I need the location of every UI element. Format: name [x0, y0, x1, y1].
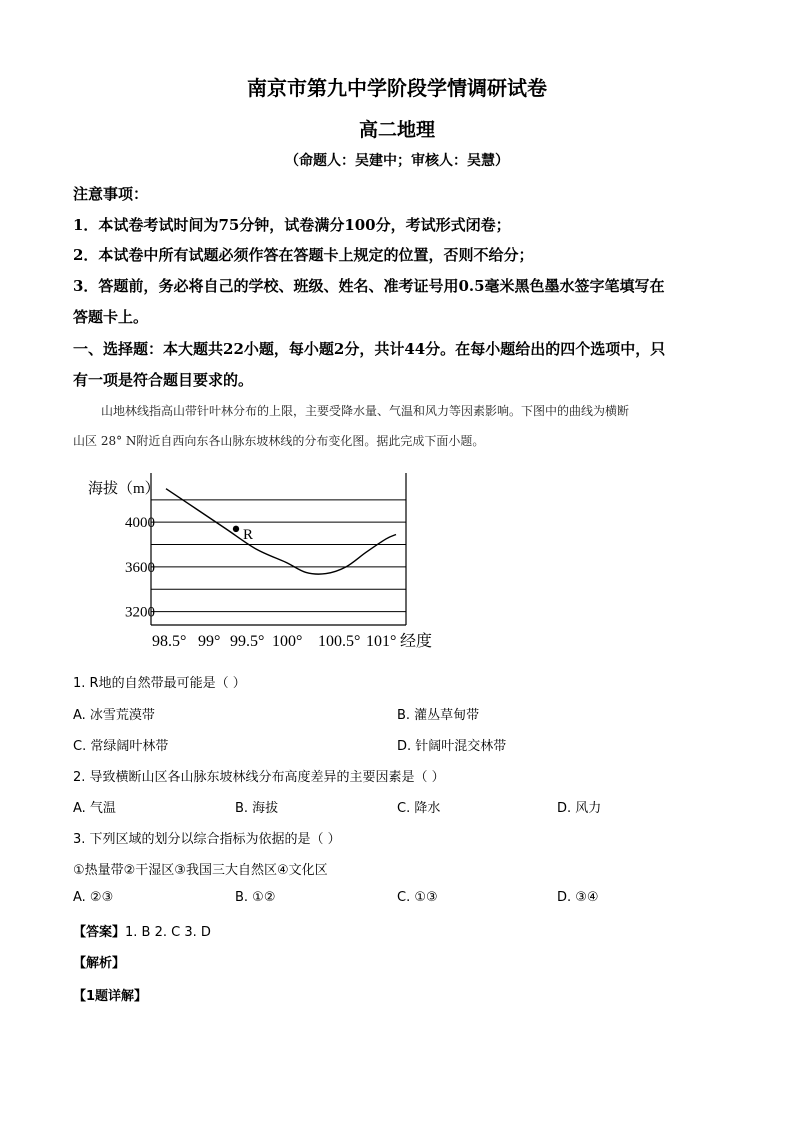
q3-option-b[interactable]: B. ①②: [235, 890, 276, 905]
y-tick-label: 4000: [125, 515, 155, 532]
question-2-stem: 2. 导致横断山区各山脉东坡林线分布高度差异的主要因素是（ ）: [73, 770, 445, 785]
note-item: 2．本试卷中所有试题必须作答在答题卡上规定的位置，否则不给分；: [73, 246, 534, 264]
y-tick-label: 3600: [125, 559, 155, 576]
q3-option-d[interactable]: D. ③④: [557, 890, 599, 905]
note-item: 3．答题前，务必将自己的学校、班级、姓名、准考证号用0.5毫米黑色墨水签字笔填写在: [73, 277, 665, 295]
passage-line: 山地林线指高山带针叶林分布的上限，主要受降水量、气温和风力等因素影响。下图中的曲线为横断: [101, 404, 630, 418]
section-heading-cont: 有一项是符合题目要求的。: [73, 371, 254, 389]
x-axis-label: 经度: [400, 633, 433, 650]
note-item: 答题卡上。: [73, 308, 149, 326]
question-1-stem: 1. R地的自然带最可能是（ ）: [73, 676, 246, 691]
y-tick-label: 3200: [125, 604, 155, 621]
x-tick-label: 100°: [272, 633, 303, 650]
point-r: [233, 526, 239, 532]
x-tick-label: 98.5°: [152, 633, 187, 650]
passage-line: 山区 28° N附近自西向东各山脉东坡林线的分布变化图。据此完成下面小题。: [73, 434, 485, 448]
answer-value: 1. B 2. C 3. D: [125, 925, 211, 940]
q2-option-a[interactable]: A. 气温: [73, 801, 116, 816]
subject-title: 高二地理: [358, 119, 435, 141]
x-tick-label: 101°: [366, 633, 397, 650]
y-axis-label: 海拔（m）: [88, 481, 160, 497]
q3-option-a[interactable]: A. ②③: [73, 890, 114, 905]
answer-label: 【答案】: [73, 925, 126, 940]
x-tick-label: 100.5°: [318, 633, 361, 650]
exam-title: 南京市第九中学阶段学情调研试卷: [247, 76, 547, 100]
q1-option-a[interactable]: A. 冰雪荒漠带: [73, 708, 155, 723]
question-3-sub: ①热量带②干湿区③我国三大自然区④文化区: [73, 863, 328, 878]
x-tick-label: 99°: [198, 633, 221, 650]
answer-line: [73, 921, 211, 940]
x-tick-label: 99.5°: [230, 633, 265, 650]
section-heading: 一、选择题：本大题共22小题，每小题2分，共计44分。在每小题给出的四个选项中，只: [73, 340, 666, 358]
authors-line: （命题人：吴建中；审核人：吴慧）: [285, 153, 509, 169]
note-item: 1．本试卷考试时间为75分钟，试卷满分100分，考试形式闭卷；: [73, 216, 511, 234]
q3-option-c[interactable]: C. ①③: [397, 890, 438, 905]
q2-option-c[interactable]: C. 降水: [397, 801, 441, 816]
analysis-label: 【解析】: [73, 956, 126, 971]
q1-option-c[interactable]: C. 常绿阔叶林带: [73, 739, 169, 754]
point-r-label: R: [243, 526, 254, 543]
q2-option-b[interactable]: B. 海拔: [235, 801, 279, 816]
detail-label: 【1题详解】: [73, 989, 148, 1004]
q1-option-d[interactable]: D. 针阔叶混交林带: [397, 739, 507, 754]
question-3-stem: 3. 下列区域的划分以综合指标为依据的是（ ）: [73, 832, 341, 847]
treeline-chart: [80, 465, 440, 655]
q1-option-b[interactable]: B. 灌丛草甸带: [397, 708, 480, 723]
treeline-curve: [166, 489, 396, 574]
notes-heading: 注意事项：: [73, 185, 149, 203]
q2-option-d[interactable]: D. 风力: [557, 801, 602, 816]
